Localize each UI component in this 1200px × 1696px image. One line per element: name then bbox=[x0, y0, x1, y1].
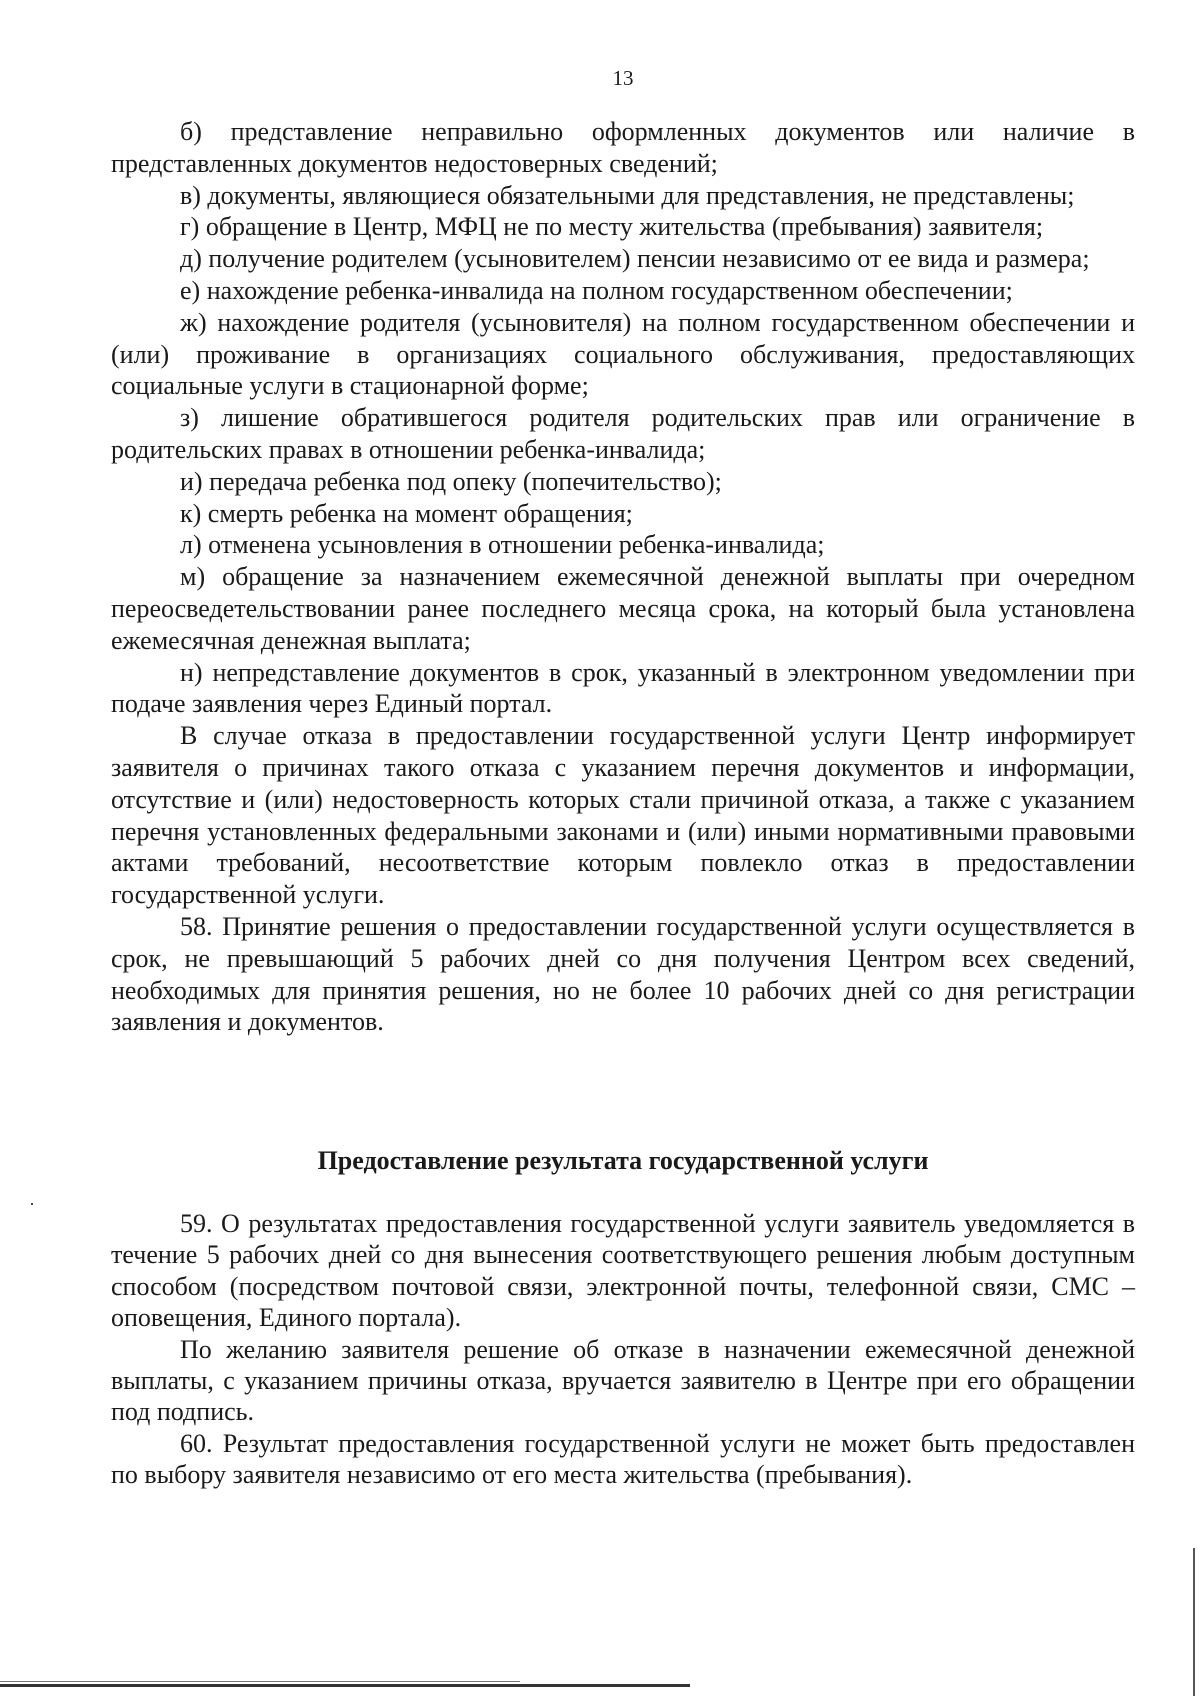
wish-paragraph: По желанию заявителя решение об отказе в назначении ежемесячной денежной выплаты, с указанием причины отказа, вручается заявителю в Центре при его обращении под подпись. bbox=[111, 1334, 1135, 1427]
scan-speck bbox=[31, 1203, 33, 1205]
refusal-grounds-block bbox=[111, 116, 1135, 1038]
list-item: л) отменена усыновления в отношении ребенка-инвалида; bbox=[180, 530, 825, 560]
list-item: г) обращение в Центр, МФЦ не по месту жительства (пребывания) заявителя; bbox=[180, 212, 1044, 242]
clause-58: 58. Принятие решения о предоставлении государственной услуги осуществляется в срок, не превышающий 5 рабочих дней со дня получения Центром всех сведений, необходимых для принятия решения, но не более 10 рабочих дней со дня регистрации заявления и документов. bbox=[111, 911, 1135, 1037]
list-item: к) смерть ребенка на момент обращения; bbox=[180, 498, 633, 528]
list-item: е) нахождение ребенка-инвалида на полном государственном обеспечении; bbox=[180, 275, 1013, 305]
clause-60: 60. Результат предоставления государственной услуги не может быть предоставлен по выбору заявителя независимо от его места жительства (пребывания). bbox=[111, 1428, 1135, 1490]
list-item: и) передача ребенка под опеку (попечительство); bbox=[180, 466, 722, 496]
list-item: з) лишение обратившегося родителя родительских прав или ограничение в родительских правах в отношении ребенка-инвалида; bbox=[111, 403, 1135, 464]
scan-bottom-rule bbox=[0, 1684, 690, 1687]
section-title: Предоставление результата государственной услуги bbox=[317, 1146, 929, 1175]
page-number: 13 bbox=[612, 66, 634, 90]
list-item: б) представление неправильно оформленных документов или наличие в представленных документов недостоверных сведений; bbox=[111, 117, 1135, 178]
clause-59: 59. О результатах предоставления государственной услуги заявитель уведомляется в течение 5 рабочих дней со дня вынесения соответствующего решения любым доступным способом (посредством почтовой связи, электронной почты, телефонной связи, СМС – оповещения, Единого портала). bbox=[111, 1209, 1135, 1333]
list-item: н) непредставление документов в срок, указанный в электронном уведомлении при подаче заявления через Единый портал. bbox=[111, 657, 1135, 719]
scan-bottom-rule-thin bbox=[0, 1681, 520, 1682]
scan-edge-line bbox=[1193, 1548, 1195, 1696]
result-block bbox=[111, 1208, 1135, 1491]
list-item: м) обращение за назначением ежемесячной денежной выплаты при очередном переосведетельствовании ранее последнего месяца срока, на который была установлена ежемесячная денежная выплата; bbox=[111, 562, 1135, 655]
refusal-paragraph: В случае отказа в предоставлении государственной услуги Центр информирует заявителя о причинах такого отказа с указанием перечня документов и информации, отсутствие и (или) недостоверность которых стали причиной отказа, а также с указанием перечня установленных федеральными законами и (или) иными нормативными правовыми актами требований, несоответствие которым повлекло отказ в предоставлении государственной услуги. bbox=[111, 721, 1135, 910]
list-item: ж) нахождение родителя (усыновителя) на полном государственном обеспечении и (или) проживание в организациях социального обслуживания, предоставляющих социальные услуги в стационарной форме; bbox=[111, 307, 1135, 401]
list-item: д) получение родителем (усыновителем) пенсии независимо от ее вида и размера; bbox=[180, 244, 1090, 274]
list-item: в) документы, являющиеся обязательными для представления, не представлены; bbox=[180, 180, 1075, 210]
